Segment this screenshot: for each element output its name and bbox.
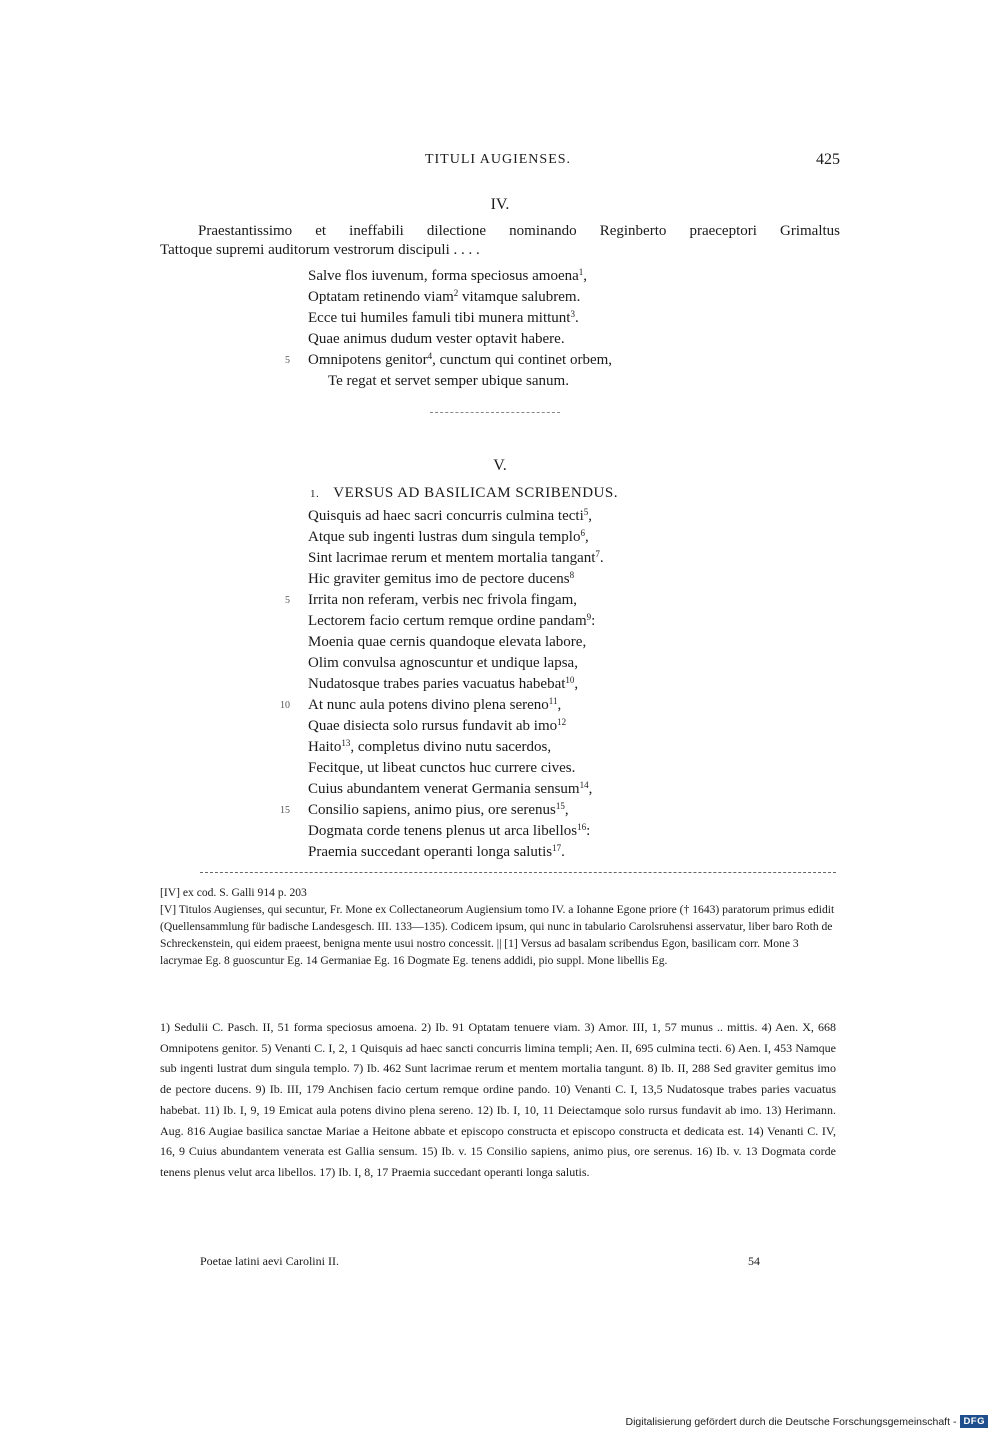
verse-text: Quisquis ad haec sacri concurris culmina tecti — [308, 508, 584, 524]
verse-line — [308, 611, 604, 632]
verse-text: Te regat et servet semper ubique sanum. — [328, 373, 569, 389]
verse-text: Lectorem facio certum remque ordine pandam — [308, 613, 587, 629]
verse-text: Sint lacrimae rerum et mentem mortalia tangant — [308, 550, 596, 566]
verse-line — [308, 371, 612, 392]
verse-text: Optatam retinendo viam — [308, 289, 454, 305]
verse-text-group — [308, 634, 586, 650]
verse-text-group — [308, 529, 589, 545]
footnote-marker: 6 — [580, 528, 585, 538]
verse-tail: . — [599, 550, 604, 566]
poem-title-text: VERSUS AD BASILICAM SCRIBENDUS. — [333, 485, 618, 501]
verse-text: Ecce tui humiles famuli tibi munera mittunt — [308, 310, 571, 326]
footnote-rule — [200, 872, 836, 873]
verse-text-group — [308, 268, 587, 284]
verse-text: At nunc aula potens divino plena sereno — [308, 697, 549, 713]
verse-text: Quae disiecta solo rursus fundavit ab imo — [308, 718, 558, 734]
line-number: 5 — [285, 355, 290, 366]
poem-title — [310, 485, 618, 502]
verse-text-group — [308, 760, 575, 776]
source-notes — [160, 1017, 836, 1183]
verse-tail: , — [557, 697, 562, 713]
verse-text: Haito — [308, 739, 342, 755]
verse-line — [285, 350, 613, 371]
footnote-marker: 4 — [427, 351, 433, 361]
section-divider — [430, 412, 560, 413]
verse-tail: : — [586, 823, 591, 839]
footer-series-title: Poetae latini aevi Carolini II. — [200, 1254, 339, 1268]
verse-line — [308, 308, 612, 329]
footnote-marker: 17 — [552, 843, 562, 853]
footnote-marker: 3 — [570, 309, 575, 319]
verse-line — [285, 590, 604, 611]
verse-line — [308, 821, 604, 842]
verse-tail: , — [583, 268, 588, 284]
verse-line — [308, 548, 604, 569]
verse-text: Nudatosque trabes paries vacuatus habebat — [308, 676, 566, 692]
verse-text-group — [308, 613, 595, 629]
verse-line — [308, 506, 604, 527]
dedication-line-1: Praestantissimo et ineffabili dilectione nominando Reginberto praeceptori Grimaltus — [198, 223, 840, 239]
verse-tail: : — [591, 613, 596, 629]
footnote-marker: 10 — [565, 675, 575, 685]
verse-text-group — [308, 352, 612, 368]
verse-text: Quae animus dudum vester optavit habere. — [308, 331, 565, 347]
line-number: 10 — [280, 700, 290, 711]
footnote-marker: 7 — [595, 549, 600, 559]
verse-tail: , completus divino nutu sacerdos, — [350, 739, 552, 755]
verse-text: Olim convulsa agnoscuntur et undique lapsa, — [308, 655, 578, 671]
verse-text: Atque sub ingenti lustras dum singula templo — [308, 529, 581, 545]
section-iv-verses — [285, 266, 613, 392]
verse-tail: , — [574, 676, 579, 692]
verse-line — [308, 569, 604, 590]
footnote-marker: 11 — [548, 696, 558, 706]
verse-text-group — [308, 844, 565, 860]
verse-text-group — [308, 592, 577, 608]
verse-line — [308, 287, 612, 308]
dedication — [160, 222, 840, 260]
line-number: 15 — [280, 805, 290, 816]
footnote-marker: 13 — [341, 738, 351, 748]
apparatus-entry-v: [V] Titulos Augienses, qui secuntur, Fr. Mone ex Collectaneorum Augiensium tomo IV. a Iohanne Egone priore († 1643) paratorum primus edidit (Quellensammlung für badische Landesgesch. III. 133—135). Codicem ipsum, qui nunc in tabulario Carolsruhensi asservatur, liber baro Roth de Schreckenstein, qui eidem praeest, benigna mente usui nostro concessit. || [1] Versus ad basalam scribendus Egon, basilicam corr. Mone 3 lacrymae Eg. 8 guoscuntur Eg. 14 Germaniae Eg. 16 Dogmate Eg. tenens addidi, pio suppl. Mone libellis Eg. — [160, 903, 835, 967]
running-head — [160, 151, 840, 174]
footnote-marker: 5 — [583, 507, 589, 517]
verse-line — [308, 779, 604, 800]
verse-text-group — [308, 331, 565, 347]
verse-tail: , — [588, 781, 593, 797]
apparatus-entry-iv: [IV] ex cod. S. Galli 914 p. 203 — [160, 886, 307, 899]
critical-apparatus — [160, 884, 836, 969]
verse-text-group — [308, 310, 579, 326]
verse-tail: vitamque salubrem. — [458, 289, 581, 305]
verse-text-group — [308, 718, 566, 734]
dedication-line-2: Tattoque supremi auditorum vestrorum discipuli . . . . — [160, 242, 480, 258]
section-v-heading: V. — [493, 457, 507, 474]
verse-text-group — [308, 373, 569, 389]
running-head-title: TITULI AUGIENSES. — [424, 152, 572, 167]
footer-signature: 54 — [748, 1254, 760, 1268]
verse-text: Omnipotens genitor — [308, 352, 428, 368]
section-v-verses — [280, 506, 604, 863]
verse-text-group — [308, 676, 578, 692]
footnote-marker: 12 — [557, 717, 567, 727]
verse-tail: , — [564, 802, 569, 818]
footnote-marker: 16 — [577, 822, 587, 832]
verse-text: Consilio sapiens, animo pius, ore serenus — [308, 802, 556, 818]
verse-text: Cuius abundantem venerat Germania sensum — [308, 781, 580, 797]
verse-tail: . — [574, 310, 579, 326]
verse-text-group — [308, 781, 592, 797]
footnote-marker: 15 — [555, 801, 565, 811]
digitization-text: Digitalisierung gefördert durch die Deutsche Forschungsgemeinschaft - — [625, 1415, 957, 1428]
footnote-marker: 8 — [569, 570, 575, 580]
verse-text-group — [308, 508, 592, 524]
verse-text: Moenia quae cernis quandoque elevata labore, — [308, 634, 587, 650]
verse-text-group — [308, 289, 580, 305]
verse-text-group — [308, 697, 561, 713]
verse-text-group — [308, 823, 590, 839]
verse-line — [308, 842, 604, 863]
verse-line — [308, 758, 604, 779]
digitization-credit — [626, 1415, 988, 1428]
verse-tail: , — [588, 508, 592, 524]
dfg-logo-icon: DFG — [960, 1415, 988, 1428]
verse-line — [308, 737, 604, 758]
poem-number: 1. — [310, 488, 320, 500]
verse-line — [308, 716, 604, 737]
verse-text-group — [308, 802, 569, 818]
verse-line — [308, 632, 604, 653]
verse-tail: , cunctum qui continet orbem, — [432, 352, 613, 368]
page-number: 425 — [816, 151, 840, 168]
verse-text: Irrita non referam, verbis nec frivola fingam, — [308, 592, 578, 608]
verse-line — [280, 800, 604, 821]
section-iv-heading: IV. — [490, 196, 510, 213]
verse-text-group — [308, 571, 574, 587]
verse-line — [308, 674, 604, 695]
footnote-marker: 9 — [586, 612, 592, 622]
verse-text-group — [308, 655, 578, 671]
verse-text: Salve flos iuvenum, forma speciosus amoena — [308, 268, 579, 284]
verse-tail: . — [561, 844, 565, 860]
footnote-marker: 1 — [578, 267, 584, 277]
verse-text: Dogmata corde tenens plenus ut arca libellos — [308, 823, 578, 839]
source-notes-text: 1) Sedulii C. Pasch. II, 51 forma speciosus amoena. 2) Ib. 91 Optatam tenuere viam. 3) Amor. III, 1, 57 munus .. mittis. 4) Aen. X, 668 Omnipotens genitor. 5) Venanti C. I, 2, 1 Quisquis ad haec sancti concurris limina templi; Aen. II, 695 culmina tecti. 6) Aen. I, 453 Namque sub ingenti lustrat dum singula templo. 7) Ib. 462 Sunt lacrimae rerum et mentem mortalia tangunt. 8) Ib. II, 288 Sed graviter gemitus imo de pectore ducens. 9) Ib. III, 179 Anchisen facio certum remque ordine pando. 10) Venanti C. I, 13,5 Nudatosque trabes paries vacuatus habebat. 11) Ib. I, 9, 19 Emicat aula potens divino plena sereno. 12) Ib. I, 10, 11 Deiectamque solo rursus fundavit ab imo. 13) Herimann. Aug. 816 Augiae basilica sanctae Mariae a Heitone abbate et episcopo constructa et episcopo constructa et dedicata est. 14) Venanti C. IV, 16, 9 Cuius abundantem venerata est Gallia sensum. 15) Ib. v. 15 Consilio sapiens, animo pius, ore serenus. 16) Ib. v. 13 Dogmata corde tenens plenus velut arca libellos. 17) Ib. I, 8, 17 Praemia succedant operanti longa salutis. — [160, 1020, 836, 1179]
verse-text: Hic graviter gemitus imo de pectore ducens — [308, 571, 570, 587]
verse-text: Praemia succedant operanti longa salutis — [308, 844, 553, 860]
footnote-marker: 2 — [453, 288, 459, 298]
verse-line — [308, 527, 604, 548]
page-footer — [200, 1254, 760, 1269]
verse-text-group — [308, 739, 551, 755]
verse-line — [308, 329, 612, 350]
verse-text: Fecitque, ut libeat cunctos huc currere cives. — [308, 760, 576, 776]
verse-line — [280, 695, 604, 716]
verse-line — [308, 266, 612, 287]
verse-line — [308, 653, 604, 674]
line-number: 5 — [285, 595, 290, 606]
verse-tail: , — [584, 529, 589, 545]
footnote-marker: 14 — [579, 780, 589, 790]
verse-text-group — [308, 550, 604, 566]
